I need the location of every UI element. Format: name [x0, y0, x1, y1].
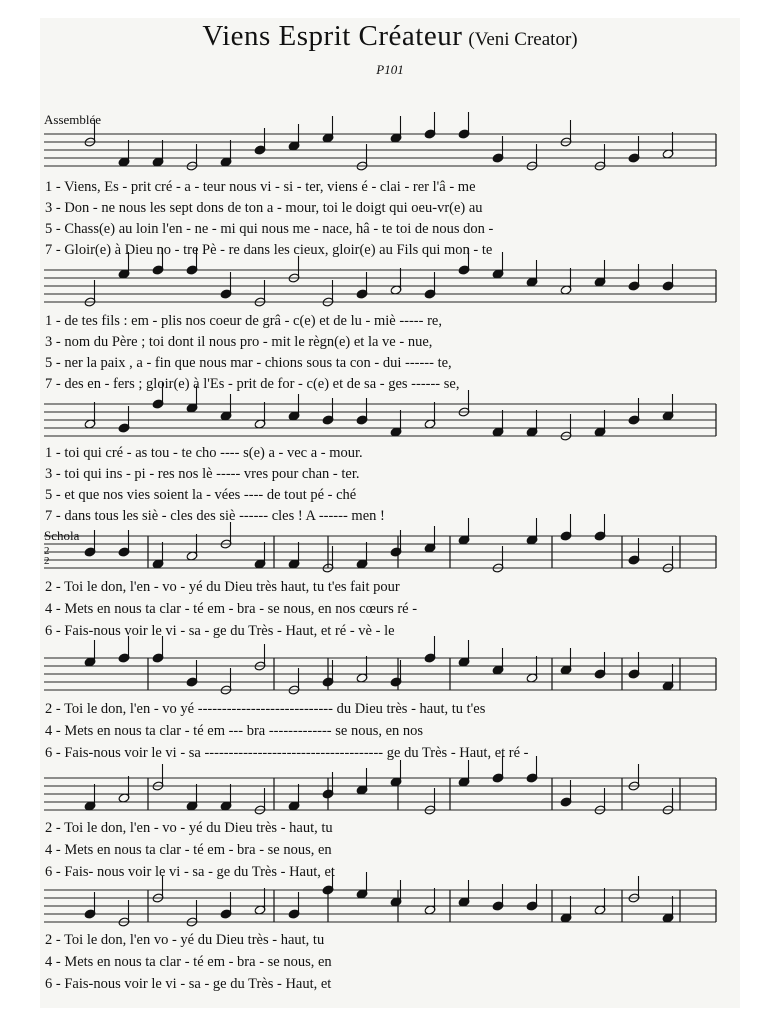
title-main: Viens Esprit Créateur [202, 20, 463, 52]
music-sheet [40, 18, 740, 1008]
lyric-line: 2 - Toi le don, l'en - vo yé ---------------------------- du Dieu très - haut, tu t'es [45, 701, 486, 717]
section-label-assembly: Assemblée [44, 112, 102, 127]
lyric-line: 1 - Viens, Es - prit cré - a - teur nous vi - si - ter, viens é - clai - rer l'â - me [45, 179, 476, 195]
lyric-line: 3 - toi qui ins - pi - res nos lè ----- vres pour chan - ter. [45, 466, 360, 482]
lyric-line: 4 - Mets en nous ta clar - té em - bra - se nous, en [45, 842, 332, 858]
lyric-line: 2 - Toi le don, l'en vo - yé du Dieu très - haut, tu [45, 932, 325, 948]
time-signature: 2 2 [44, 545, 50, 567]
hymn-reference: P101 [376, 62, 404, 77]
lyric-line: 1 - toi qui cré - as tou - te cho ---- s(e) a - vec a - mour. [45, 445, 363, 461]
lyric-line: 5 - Chass(e) au loin l'en - ne - mi qui nous me - nace, hâ - te toi de nous don - [45, 221, 494, 237]
lyric-line: 7 - dans tous les siè - cles des siè ------ cles ! A ------ men ! [45, 508, 385, 524]
lyric-line: 6 - Fais- nous voir le vi - sa - ge du Très - Haut, et [45, 864, 335, 880]
lyric-line: 3 - nom du Père ; toi dont il nous pro - mit le règn(e) et la ve - nue, [45, 334, 433, 350]
lyric-line: 6 - Fais-nous voir le vi - sa - ge du Très - Haut, et [45, 976, 332, 992]
lyric-line: 5 - ner la paix , a - fin que nous mar - chions sous ta con - dui ------ te, [45, 355, 452, 371]
page-title [40, 20, 740, 53]
lyric-line: 5 - et que nos vies soient la - vées ---- de tout pé - ché [45, 487, 357, 503]
lyric-line: 7 - des en - fers ; gloir(e) à l'Es - prit de for - c(e) et de sa - ges ------ se, [45, 376, 460, 392]
lyric-line: 4 - Mets en nous ta clar - té em - bra - se nous, en nos cœurs ré - [45, 601, 418, 617]
section-label-schola: Schola [44, 528, 80, 543]
lyric-line: 2 - Toi le don, l'en - vo - yé du Dieu très haut, tu t'es fait pour [45, 579, 400, 595]
lyric-line: 6 - Fais-nous voir le vi - sa ------------------------------------- ge du Très - Haut, et ré - [45, 745, 529, 761]
lyric-line: 4 - Mets en nous ta clar - té em --- bra ------------- se nous, en nos [45, 723, 424, 739]
lyric-line: 3 - Don - ne nous les sept dons de ton a - mour, toi le doigt qui oeu-vr(e) au [45, 200, 483, 216]
lyric-line: 4 - Mets en nous ta clar - té em - bra - se nous, en [45, 954, 332, 970]
lyric-line: 1 - de tes fils : em - plis nos coeur de grâ - c(e) et de lu - miè ----- re, [45, 313, 442, 329]
lyric-line: 2 - Toi le don, l'en - vo - yé du Dieu très - haut, tu [45, 820, 333, 836]
title-subtitle: (Veni Creator) [468, 29, 578, 50]
lyric-line: 6 - Fais-nous voir le vi - sa - ge du Très - Haut, et ré - vè - le [45, 623, 395, 639]
lyric-line: 7 - Gloir(e) à Dieu no - tre Pè - re dans les cieux, gloir(e) au Fils qui mon - te [45, 242, 493, 258]
